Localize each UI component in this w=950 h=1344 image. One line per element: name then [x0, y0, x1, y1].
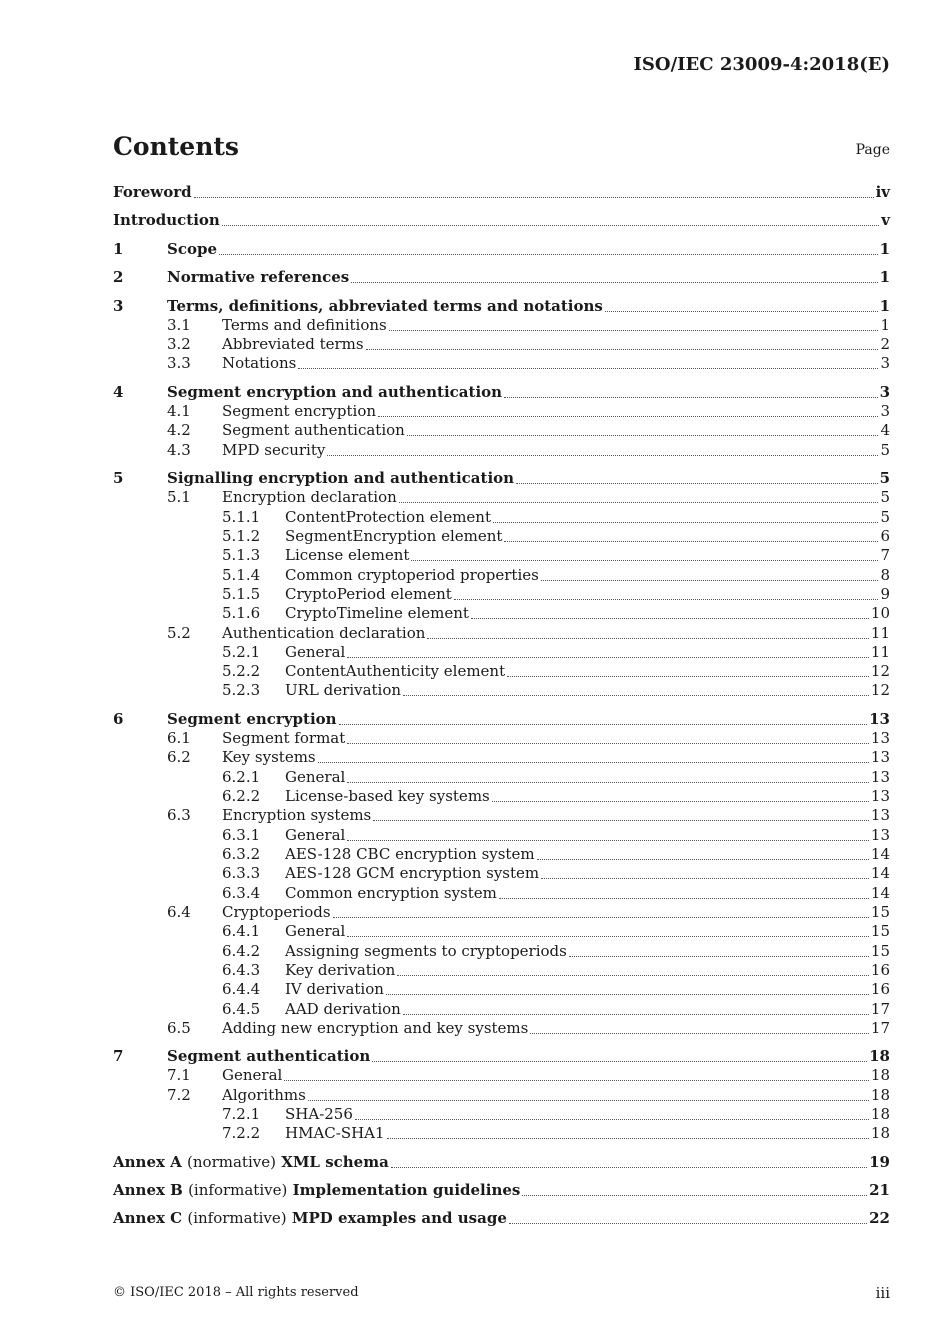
toc-entry-number: 3.2: [167, 335, 191, 353]
toc-entry-title: Key derivation: [285, 961, 396, 979]
toc-entry-number: 5.2.3: [222, 681, 261, 699]
toc-dot-leader: [427, 638, 868, 639]
toc-entry[interactable]: [113, 354, 890, 373]
toc-entry-title: General: [285, 826, 346, 844]
toc-entry-number: 5.2.1: [222, 643, 261, 661]
toc-entry-page: 9: [880, 585, 890, 603]
toc-entry-title: Notations: [222, 354, 297, 372]
toc-entry[interactable]: [113, 240, 890, 259]
toc-entry-title: Terms, definitions, abbreviated terms and notations: [167, 297, 603, 315]
toc-entry-page: 15: [870, 922, 890, 940]
toc-entry-number: 5.1.2: [222, 527, 261, 545]
toc-annex-label: Annex A: [113, 1153, 182, 1171]
toc-entry-page: 13: [870, 806, 890, 824]
toc-entry-number: 6.5: [167, 1019, 191, 1037]
toc-entry[interactable]: [113, 441, 890, 460]
toc-entry[interactable]: [113, 624, 890, 643]
toc-entry[interactable]: [113, 1124, 890, 1143]
toc-entry-number: 2: [113, 268, 124, 286]
toc-entry-title: AES-128 GCM encryption system: [285, 864, 540, 882]
toc-entry[interactable]: [113, 826, 890, 845]
toc-entry-title: Implementation guidelines: [292, 1181, 521, 1199]
toc-annex-heading: [113, 1209, 507, 1228]
toc-entry-number: 4.3: [167, 441, 191, 459]
toc-entry-page: 5: [880, 441, 890, 459]
toc-entry-page: 1: [879, 240, 890, 258]
toc-entry-title: License element: [285, 546, 410, 564]
toc-entry[interactable]: [113, 1105, 890, 1124]
toc-dot-leader: [403, 1014, 869, 1015]
toc-dot-leader: [386, 994, 869, 995]
toc-entry-title: Segment encryption and authentication: [167, 383, 503, 401]
toc-entry-page: 1: [879, 268, 890, 286]
toc-annex-label: Annex C: [113, 1209, 183, 1227]
toc-dot-leader: [347, 657, 869, 658]
toc-entry-page: 14: [870, 884, 890, 902]
toc-entry-page: 10: [870, 604, 890, 622]
toc-entry[interactable]: [113, 1209, 890, 1228]
toc-entry-title: Common cryptoperiod properties: [285, 566, 539, 584]
toc-entry-page: 16: [870, 961, 890, 979]
toc-entry[interactable]: [113, 903, 890, 922]
toc-entry-page: 13: [870, 826, 890, 844]
toc-entry-title: Common encryption system: [285, 884, 497, 902]
toc-entry-title: Segment format: [222, 729, 346, 747]
toc-entry-number: 6.4.4: [222, 980, 261, 998]
toc-dot-leader: [347, 936, 869, 937]
toc-entry-page: 3: [879, 383, 890, 401]
toc-dot-leader: [397, 975, 869, 976]
toc-entry-page: 13: [869, 710, 890, 728]
toc-entry-title: General: [285, 922, 346, 940]
toc-entry[interactable]: [113, 729, 890, 748]
toc-entry-number: 6.4.1: [222, 922, 261, 940]
toc-entry-number: 5.1.1: [222, 508, 261, 526]
toc-entry-title: General: [285, 643, 346, 661]
toc-entry-title: Segment authentication: [222, 421, 405, 439]
toc-entry-title: Encryption declaration: [222, 488, 397, 506]
toc-entry[interactable]: [113, 1066, 890, 1085]
toc-entry[interactable]: [113, 268, 890, 287]
toc-entry[interactable]: [113, 681, 890, 700]
toc-entry-page: 18: [870, 1066, 890, 1084]
toc-entry[interactable]: [113, 710, 890, 729]
toc-entry[interactable]: [113, 508, 890, 527]
toc-dot-leader: [492, 801, 869, 802]
toc-entry[interactable]: [113, 1153, 890, 1172]
toc-entry-number: 6.2.1: [222, 768, 261, 786]
toc-dot-leader: [411, 560, 878, 561]
toc-entry-title: Segment encryption: [222, 402, 377, 420]
toc-dot-leader: [391, 1167, 867, 1168]
toc-entry[interactable]: [113, 316, 890, 335]
toc-entry-number: 4: [113, 383, 124, 401]
toc-entry[interactable]: [113, 604, 890, 623]
document-id: ISO/IEC 23009-4:2018(E): [633, 54, 890, 75]
toc-entry-page: 21: [869, 1181, 890, 1199]
toc-entry-title: Encryption systems: [222, 806, 372, 824]
toc-entry[interactable]: [113, 469, 890, 488]
toc-entry[interactable]: [113, 183, 890, 202]
toc-entry-title: License-based key systems: [285, 787, 490, 805]
toc-entry-number: 6.4.5: [222, 1000, 261, 1018]
toc-entry-title: IV derivation: [285, 980, 384, 998]
toc-entry-title: URL derivation: [285, 681, 402, 699]
toc-entry[interactable]: [113, 402, 890, 421]
toc-entry-number: 4.2: [167, 421, 191, 439]
toc-entry-number: 7: [113, 1047, 124, 1065]
toc-dot-leader: [347, 840, 869, 841]
toc-entry-page: 5: [879, 469, 890, 487]
toc-entry-title: Key systems: [222, 748, 316, 766]
toc-entry-title: SHA-256: [285, 1105, 353, 1123]
toc-dot-leader: [471, 618, 869, 619]
toc-entry-number: 4.1: [167, 402, 191, 420]
toc-entry-page: 6: [880, 527, 890, 545]
toc-entry[interactable]: [113, 922, 890, 941]
toc-entry-page: 15: [870, 903, 890, 921]
toc-entry-title: Algorithms: [222, 1086, 306, 1104]
toc-entry-page: 5: [880, 508, 890, 526]
toc-entry-page: 12: [870, 662, 890, 680]
toc-entry[interactable]: [113, 585, 890, 604]
toc-entry-page: 18: [870, 1124, 890, 1142]
toc-entry[interactable]: [113, 1000, 890, 1019]
toc-entry[interactable]: [113, 297, 890, 316]
toc-entry-number: 5.2: [167, 624, 191, 642]
toc-entry-number: 5.1.5: [222, 585, 261, 603]
toc-entry-page: v: [881, 211, 890, 229]
toc-dot-leader: [504, 397, 878, 398]
toc-entry-title: Cryptoperiods: [222, 903, 331, 921]
toc-entry-number: 6.3.4: [222, 884, 261, 902]
toc-dot-leader: [298, 368, 878, 369]
toc-dot-leader: [366, 349, 879, 350]
toc-entry-page: 4: [880, 421, 890, 439]
footer-page-number: iii: [875, 1284, 890, 1302]
toc-entry-number: 5: [113, 469, 124, 487]
toc-entry-page: 19: [869, 1153, 890, 1171]
toc-dot-leader: [516, 483, 877, 484]
toc-entry-number: 7.2.2: [222, 1124, 261, 1142]
toc-dot-leader: [569, 956, 869, 957]
toc-entry-page: 11: [870, 624, 890, 642]
toc-entry-page: 14: [870, 845, 890, 863]
toc-entry-title: Assigning segments to cryptoperiods: [285, 942, 567, 960]
toc-dot-leader: [219, 254, 878, 255]
toc-dot-leader: [347, 743, 869, 744]
toc-dot-leader: [499, 898, 869, 899]
toc-entry-number: 7.2: [167, 1086, 191, 1104]
toc-entry[interactable]: [113, 421, 890, 440]
toc-entry-page: 17: [870, 1000, 890, 1018]
toc-dot-leader: [284, 1080, 869, 1081]
toc-entry-number: 6.3.1: [222, 826, 261, 844]
toc-entry[interactable]: [113, 961, 890, 980]
toc-entry[interactable]: [113, 980, 890, 999]
toc-annex-type: (informative): [188, 1181, 288, 1199]
toc-dot-leader: [403, 695, 869, 696]
toc-entry-number: 3.3: [167, 354, 191, 372]
toc-entry-title: MPD security: [222, 441, 326, 459]
toc-dot-leader: [327, 455, 878, 456]
toc-dot-leader: [541, 580, 879, 581]
toc-entry-page: 1: [879, 297, 890, 315]
toc-entry[interactable]: [113, 383, 890, 402]
toc-entry-number: 6.3.2: [222, 845, 261, 863]
toc-annex-heading: [113, 1153, 389, 1172]
toc-dot-leader: [194, 197, 874, 198]
toc-dot-leader: [507, 676, 869, 677]
toc-entry-title: Normative references: [167, 268, 350, 286]
contents-heading: Contents: [113, 132, 240, 161]
toc-entry-page: 22: [869, 1209, 890, 1227]
toc-entry-title: SegmentEncryption element: [285, 527, 503, 545]
toc-entry-page: 18: [870, 1086, 890, 1104]
toc-entry-title: XML schema: [281, 1153, 389, 1171]
toc-entry-page: 13: [870, 748, 890, 766]
toc-entry-page: 3: [880, 354, 890, 372]
toc-entry[interactable]: [113, 211, 890, 230]
toc-entry-title: Abbreviated terms: [222, 335, 364, 353]
toc-dot-leader: [339, 724, 868, 725]
toc-dot-leader: [333, 917, 869, 918]
toc-dot-leader: [347, 782, 869, 783]
toc-entry-number: 1: [113, 240, 124, 258]
toc-entry-title: AAD derivation: [285, 1000, 401, 1018]
toc-entry-page: 18: [870, 1105, 890, 1123]
toc-entry-page: 2: [880, 335, 890, 353]
toc-entry-number: 6.3.3: [222, 864, 261, 882]
toc-entry-title: CryptoPeriod element: [285, 585, 452, 603]
toc-annex-type: (normative): [187, 1153, 276, 1171]
toc-entry-title: General: [285, 768, 346, 786]
toc-entry-title: Scope: [167, 240, 218, 258]
toc-entry-title: Introduction: [113, 211, 220, 229]
toc-dot-leader: [504, 541, 878, 542]
toc-entry-title: Segment authentication: [167, 1047, 371, 1065]
toc-dot-leader: [372, 1061, 867, 1062]
toc-entry[interactable]: [113, 488, 890, 507]
toc-entry-title: HMAC-SHA1: [285, 1124, 385, 1142]
toc-entry-title: Foreword: [113, 183, 192, 201]
toc-dot-leader: [355, 1119, 869, 1120]
toc-dot-leader: [493, 522, 878, 523]
toc-entry[interactable]: [113, 527, 890, 546]
toc-entry[interactable]: [113, 643, 890, 662]
toc-dot-leader: [522, 1195, 867, 1196]
toc-entry-number: 6.2.2: [222, 787, 261, 805]
toc-entry-title: Signalling encryption and authentication: [167, 469, 515, 487]
toc-entry-page: iv: [875, 183, 890, 201]
toc-dot-leader: [399, 502, 879, 503]
toc-entry[interactable]: [113, 864, 890, 883]
toc-entry-page: 13: [870, 768, 890, 786]
toc-dot-leader: [387, 1138, 869, 1139]
page-column-label: Page: [855, 142, 890, 158]
toc-entry-title: ContentAuthenticity element: [285, 662, 506, 680]
toc-dot-leader: [318, 762, 869, 763]
toc-entry-number: 5.1.3: [222, 546, 261, 564]
toc-entry-title: General: [222, 1066, 283, 1084]
toc-entry[interactable]: [113, 662, 890, 681]
toc-entry-page: 13: [870, 787, 890, 805]
toc-dot-leader: [537, 859, 869, 860]
toc-annex-heading: [113, 1181, 520, 1200]
toc-entry-number: 7.2.1: [222, 1105, 261, 1123]
toc-entry-page: 18: [869, 1047, 890, 1065]
toc-entry-title: Adding new encryption and key systems: [222, 1019, 529, 1037]
toc-annex-type: (informative): [187, 1209, 287, 1227]
toc-entry[interactable]: [113, 546, 890, 565]
toc-entry[interactable]: [113, 942, 890, 961]
toc-entry-number: 5.2.2: [222, 662, 261, 680]
toc-entry-page: 14: [870, 864, 890, 882]
toc-entry[interactable]: [113, 748, 890, 767]
toc-entry[interactable]: [113, 1181, 890, 1200]
toc-dot-leader: [509, 1223, 867, 1224]
toc-entry-number: 6.4.2: [222, 942, 261, 960]
toc-entry-page: 7: [880, 546, 890, 564]
toc-entry-page: 15: [870, 942, 890, 960]
toc-entry-number: 7.1: [167, 1066, 191, 1084]
toc-entry-number: 6.3: [167, 806, 191, 824]
toc-annex-label: Annex B: [113, 1181, 183, 1199]
toc-entry-number: 6.4.3: [222, 961, 261, 979]
toc-entry-page: 5: [880, 488, 890, 506]
toc-entry-title: CryptoTimeline element: [285, 604, 469, 622]
toc-dot-leader: [222, 225, 879, 226]
toc-dot-leader: [351, 282, 877, 283]
toc-entry-number: 5.1: [167, 488, 191, 506]
toc-entry[interactable]: [113, 566, 890, 585]
toc-entry-page: 16: [870, 980, 890, 998]
toc-dot-leader: [605, 311, 878, 312]
toc-entry-number: 5.1.6: [222, 604, 261, 622]
toc-entry[interactable]: [113, 806, 890, 825]
toc-dot-leader: [454, 599, 879, 600]
toc-entry-title: ContentProtection element: [285, 508, 491, 526]
toc-entry[interactable]: [113, 845, 890, 864]
toc-entry-number: 6.1: [167, 729, 191, 747]
footer-copyright: © ISO/IEC 2018 – All rights reserved: [113, 1285, 359, 1300]
toc-entry[interactable]: [113, 335, 890, 354]
toc-entry-page: 1: [880, 316, 890, 334]
toc-dot-leader: [407, 435, 879, 436]
toc-entry-page: 11: [870, 643, 890, 661]
toc-entry-page: 17: [870, 1019, 890, 1037]
toc-entry-number: 6.2: [167, 748, 191, 766]
toc-entry-number: 3.1: [167, 316, 191, 334]
toc-entry[interactable]: [113, 1019, 890, 1038]
toc-dot-leader: [373, 820, 869, 821]
toc-dot-leader: [308, 1100, 869, 1101]
toc-entry-page: 12: [870, 681, 890, 699]
toc-entry-page: 3: [880, 402, 890, 420]
toc-entry[interactable]: [113, 1086, 890, 1105]
toc-entry-title: Segment encryption: [167, 710, 337, 728]
toc-dot-leader: [389, 330, 879, 331]
toc-entry[interactable]: [113, 884, 890, 903]
toc-entry-title: AES-128 CBC encryption system: [285, 845, 535, 863]
toc-entry-number: 5.1.4: [222, 566, 261, 584]
toc-entry-number: 6.4: [167, 903, 191, 921]
toc-dot-leader: [378, 416, 878, 417]
toc-entry-title: Terms and definitions: [222, 316, 387, 334]
toc-entry-number: 6: [113, 710, 124, 728]
toc-entry-title: Authentication declaration: [222, 624, 426, 642]
toc-entry[interactable]: [113, 1047, 890, 1066]
toc-entry-title: MPD examples and usage: [291, 1209, 507, 1227]
toc-entry-number: 3: [113, 297, 124, 315]
toc-entry[interactable]: [113, 768, 890, 787]
toc-entry-page: 13: [870, 729, 890, 747]
toc-entry-page: 8: [880, 566, 890, 584]
toc-dot-leader: [530, 1033, 869, 1034]
toc-dot-leader: [541, 878, 869, 879]
toc-entry[interactable]: [113, 787, 890, 806]
